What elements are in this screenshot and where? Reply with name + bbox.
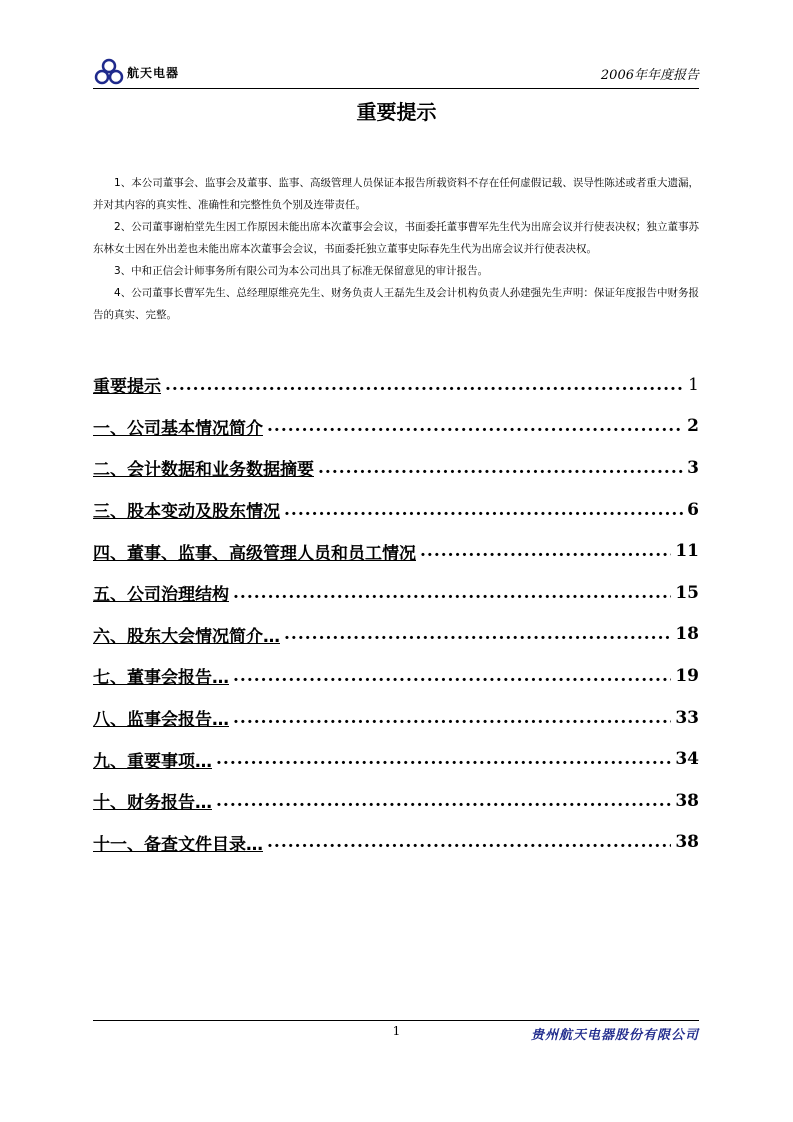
- toc-entry[interactable]: [93, 614, 699, 656]
- company-logo: [93, 58, 179, 86]
- toc-entry-page: 6: [687, 499, 699, 520]
- toc-entry[interactable]: [93, 406, 699, 448]
- page-number: 1: [392, 1024, 401, 1038]
- toc-entry[interactable]: [93, 447, 699, 489]
- toc-leader-dots: [216, 749, 671, 769]
- toc-entry-label[interactable]: 四、董事、监事、高级管理人员和员工情况: [93, 543, 416, 564]
- toc-entry-label[interactable]: 十一、备查文件目录…: [93, 834, 263, 855]
- important-notes: [93, 172, 699, 326]
- toc-leader-dots: [165, 375, 684, 395]
- toc-leader-dots: [267, 416, 683, 436]
- toc-entry-label[interactable]: 十、财务报告…: [93, 793, 212, 814]
- toc-entry-page: 11: [675, 541, 699, 562]
- page-title: 重要提示: [356, 100, 437, 124]
- toc-entry-label[interactable]: 九、重要事项…: [93, 751, 212, 772]
- company-name: 贵州航天电器股份有限公司: [530, 1028, 699, 1043]
- toc-entry-label[interactable]: 五、公司治理结构: [93, 585, 229, 606]
- toc-leader-dots: [267, 832, 671, 852]
- toc-entry-page: 38: [675, 832, 699, 853]
- note-paragraph: 1、本公司董事会、监事会及董事、监事、高级管理人员保证本报告所载资料不存在任何虚假记载、误导性陈述或者重大遗漏，并对其内容的真实性、准确性和完整性负个别及连带责任。: [93, 177, 699, 211]
- logo-text: 航天电器: [127, 65, 180, 80]
- toc-entry-page: 19: [675, 665, 699, 686]
- toc-entry-page: 38: [675, 790, 699, 811]
- logo-rings-icon: [93, 58, 125, 86]
- toc-entry-page: 33: [675, 707, 699, 728]
- toc-leader-dots: [284, 500, 683, 520]
- toc-entry-label[interactable]: 二、会计数据和业务数据摘要: [93, 460, 314, 481]
- toc-leader-dots: [233, 583, 671, 603]
- report-year: 2006年年度报告: [600, 68, 699, 83]
- toc-entry-label[interactable]: 八、监事会报告…: [93, 710, 229, 731]
- toc-leader-dots: [233, 666, 671, 686]
- note-paragraph: 4、公司董事长曹军先生、总经理原维亮先生、财务负责人王磊先生及会计机构负责人孙建强先生声明：保证年度报告中财务报告的真实、完整。: [93, 287, 699, 321]
- toc-entry[interactable]: [93, 697, 699, 739]
- toc-leader-dots: [318, 458, 683, 478]
- toc-entry[interactable]: [93, 364, 699, 406]
- toc-entry-label[interactable]: 七、董事会报告…: [93, 668, 229, 689]
- footer-divider: [93, 1020, 699, 1021]
- toc-entry-label[interactable]: 重要提示: [93, 377, 161, 398]
- toc-leader-dots: [420, 541, 671, 561]
- page-header: [93, 56, 699, 89]
- toc-entry[interactable]: [93, 655, 699, 697]
- toc-entry-page: 15: [675, 582, 699, 603]
- toc-entry[interactable]: [93, 822, 699, 864]
- note-paragraph: 2、公司董事谢柏堂先生因工作原因未能出席本次董事会会议，书面委托董事曹军先生代为出席会议并行使表决权；独立董事苏东林女士因在外出差也未能出席本次董事会会议，书面委托独立董事史际春先生代为出席会议并行使表决权。: [93, 221, 699, 255]
- toc-entry-page: 34: [675, 749, 699, 770]
- toc-leader-dots: [233, 708, 671, 728]
- note-paragraph: 3、中和正信会计师事务所有限公司为本公司出具了标准无保留意见的审计报告。: [114, 265, 489, 277]
- toc-entry[interactable]: [93, 530, 699, 572]
- toc-entry-label[interactable]: 六、股东大会情况简介…: [93, 626, 280, 647]
- toc-entry-page: 1: [688, 374, 699, 395]
- toc-entry-page: 2: [687, 416, 699, 437]
- toc-entry-page: 3: [687, 457, 699, 478]
- toc-leader-dots: [216, 791, 671, 811]
- table-of-contents: [93, 364, 699, 863]
- toc-entry[interactable]: [93, 572, 699, 614]
- toc-entry[interactable]: [93, 738, 699, 780]
- toc-entry[interactable]: [93, 780, 699, 822]
- toc-entry-label[interactable]: 三、股本变动及股东情况: [93, 502, 280, 523]
- toc-entry-label[interactable]: 一、公司基本情况简介: [93, 418, 263, 439]
- toc-leader-dots: [284, 624, 671, 644]
- toc-entry[interactable]: [93, 489, 699, 531]
- toc-entry-page: 18: [675, 624, 699, 645]
